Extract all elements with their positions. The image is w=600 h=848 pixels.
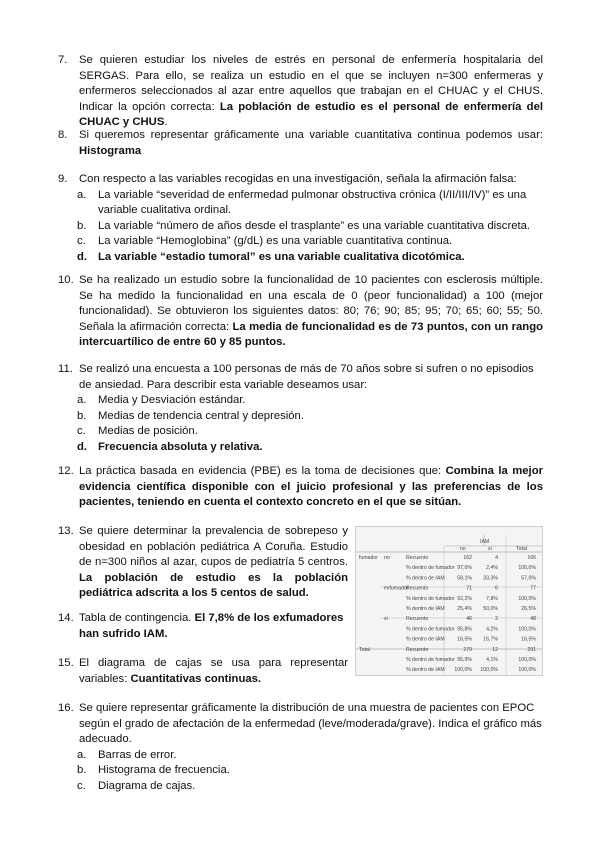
option-text: La variable “estadio tumoral” es una variable cualitativa dicotómica.	[98, 250, 465, 263]
question-number: 15.	[58, 657, 74, 669]
question-15	[58, 656, 348, 687]
option-a	[58, 393, 543, 409]
question-number: 11.	[58, 363, 73, 375]
answer-tail: .	[164, 116, 168, 129]
question-text: La práctica basada en evidencia (PBE) es la toma de decisiones que:	[79, 465, 442, 477]
answer-text: La población de estudio es la población pediátrica adscrita a los 5 centos de salud.	[79, 571, 348, 600]
contingency-table	[355, 526, 543, 676]
table-cell: 279	[463, 646, 472, 653]
table-stat-label: % dentro de fumador	[406, 626, 455, 633]
question-number: 16.	[58, 702, 74, 714]
option-b	[58, 763, 543, 779]
option-a	[58, 188, 543, 219]
table-cell: 162	[463, 555, 472, 561]
option-text: Diagrama de cajas.	[98, 779, 196, 792]
question-12	[58, 464, 543, 511]
option-d	[58, 440, 543, 456]
question-body	[79, 362, 543, 393]
table-cell: 16,7%	[483, 636, 498, 643]
table-cell: 33,3%	[483, 575, 498, 582]
table-col-header: Total	[516, 546, 527, 552]
question-number: 8.	[58, 129, 68, 141]
table-col-header: no	[460, 546, 466, 552]
table-cell: 291	[527, 646, 536, 653]
option-a	[58, 748, 543, 764]
table-stat-label: % dentro de fumador	[406, 657, 455, 663]
option-text: La variable “número de años desde el trasplante” es una variable cuantitativa discreta.	[98, 219, 531, 232]
table-cell: 100,0%	[518, 595, 536, 602]
table-cell: 12	[492, 646, 498, 653]
question-9	[58, 172, 543, 266]
table-cell: 50,0%	[483, 606, 498, 612]
table-cell: 77	[530, 585, 536, 592]
question-7	[58, 53, 543, 131]
answer-text: Histograma	[79, 144, 142, 157]
question-text: Si queremos representar gráficamente una variable cuantitativa continua podemos usar:	[79, 129, 543, 141]
table-cell: 100,0%	[454, 667, 472, 674]
question-body	[79, 172, 543, 188]
table-cell: 166	[527, 555, 536, 561]
question-number: 7.	[58, 54, 68, 66]
table-cell: 100,0%	[518, 565, 536, 572]
table-cell: 2	[495, 616, 498, 623]
option-c	[58, 424, 543, 440]
option-text: La variable “severidad de enfermedad pulmonar obstructiva crónica (I/II/III/IV)” es una variable cualitativa ordinal.	[98, 188, 527, 217]
question-11	[58, 362, 543, 456]
question-number: 9.	[58, 173, 68, 185]
table-stat-label: % dentro de IAM	[406, 575, 445, 582]
option-text: Medias de posición.	[98, 425, 198, 438]
question-16	[58, 701, 543, 795]
question-text: Se quiere determinar la prevalencia de sobrepeso y obesidad en población pediátrica A Coruña. Estudio de n=300 niños al azar, cupos de pediatría 5 centros.	[79, 525, 348, 569]
table-cell: 16,5%	[521, 636, 536, 643]
option-b	[58, 409, 543, 425]
table-stat-label: % dentro de fumador	[406, 565, 455, 572]
question-body	[79, 701, 543, 748]
answer-text: Combina la mejor evidencia científica disponible con el juicio profesional y las preferencias de los pacientes, teniendo en cuenta el contexto concreto en el que se sitúan.	[79, 465, 543, 509]
option-text: Medias de tendencia central y depresión.	[98, 409, 304, 422]
question-body	[79, 524, 348, 602]
question-text: Se ha realizado un estudio sobre la funcionalidad de 10 pacientes con esclerosis múltiple. Se ha medido la funcionalidad en una escala de 0 (peor funcionalidad) a 100 (mejor funcionalidad). Se obtuvieron los siguientes datos: 80; 76; 90; 85; 95; 70; 65; 60; 55; 50. Señala la afirmación correcta:	[79, 274, 543, 333]
table-cell: 100,0%	[518, 657, 536, 663]
table-cell: 4,1%	[486, 657, 498, 663]
table-group-label: fumador	[359, 555, 379, 561]
option-b	[58, 219, 543, 235]
option-c	[58, 234, 543, 250]
option-letter: b.	[77, 764, 87, 777]
option-text: Media y Desviación estándar.	[98, 394, 246, 407]
table-cell: 46	[466, 616, 472, 623]
option-text: La variable “Hemoglobina” (g/dL) es una variable cuantitativa continua.	[98, 235, 453, 248]
table-col-header: si	[488, 546, 492, 552]
table-cell: 26,5%	[521, 606, 536, 612]
table-cell: 6	[495, 585, 498, 592]
question-body	[79, 656, 348, 687]
table-stat-label: Recuento	[406, 646, 429, 653]
question-body	[79, 53, 543, 131]
table-cell: 71	[466, 585, 472, 592]
option-letter: d.	[77, 250, 88, 263]
option-letter: c.	[77, 235, 86, 248]
table-subgroup-label: si	[384, 616, 388, 623]
table-stat-label: % dentro de fumador	[406, 595, 455, 602]
question-body	[79, 611, 348, 642]
question-text: Se realizó una encuesta a 100 personas de más de 70 años sobre si sufren o no episodios de ansiedad. Para describir esta variable deseamos usar:	[79, 363, 534, 391]
answer-text: Cuantitativas continuas.	[130, 672, 262, 685]
table-cell: 4	[495, 555, 498, 561]
contingency-table-svg	[356, 527, 542, 675]
table-group-label: Total	[359, 646, 370, 653]
option-c	[58, 779, 543, 795]
table-cell: 92,2%	[457, 595, 472, 602]
option-text: Barras de error.	[98, 748, 177, 761]
answer-text: La media de funcionalidad es de 73 puntos, con un rango intercuartílico de entre 60 y 85 puntos.	[79, 320, 544, 349]
table-cell: 100,0%	[518, 626, 536, 633]
table-stat-label: Recuento	[406, 585, 429, 592]
question-body	[79, 273, 543, 351]
option-d	[58, 250, 543, 266]
table-cell: 7,8%	[486, 595, 498, 602]
table-group-header: IAM	[480, 539, 490, 545]
question-number: 13.	[58, 525, 74, 537]
option-letter: a.	[77, 748, 87, 761]
option-letter: d.	[77, 440, 88, 453]
table-cell: 57,0%	[521, 575, 536, 582]
option-letter: c.	[77, 779, 86, 792]
answer-text: El 7,8% de los exfumadores han sufrido IAM.	[79, 612, 344, 640]
table-stat-label: % dentro de IAM	[406, 636, 445, 643]
question-body	[79, 128, 543, 159]
question-13	[58, 524, 348, 602]
question-8	[58, 128, 543, 159]
table-stat-label: Recuento	[406, 555, 429, 561]
option-letter: c.	[77, 425, 86, 438]
table-cell: 48	[530, 616, 536, 623]
table-cell: 4,2%	[486, 626, 498, 633]
table-cell: 100,0%	[518, 667, 536, 674]
option-letter: b.	[77, 219, 87, 232]
table-cell: 2,4%	[486, 565, 498, 572]
question-number: 12.	[58, 465, 74, 477]
answer-text: La población de estudio es el personal de enfermería del CHUAC y CHUS	[79, 100, 543, 129]
table-stat-label: Recuento	[406, 616, 429, 623]
question-10	[58, 273, 543, 351]
option-letter: a.	[77, 188, 87, 201]
table-cell: 16,5%	[457, 636, 472, 643]
option-text: Histograma de frecuencia.	[98, 764, 230, 777]
question-text: El diagrama de cajas se usa para representar variables:	[79, 657, 348, 685]
question-text: Se quiere representar gráficamente la distribución de una muestra de pacientes con EPOC según el grado de afectación de la enfermedad (leve/moderada/grave). Indica el gráfico más adecuado.	[79, 702, 542, 746]
table-cell: 25,4%	[457, 606, 472, 612]
table-stat-label: % dentro de IAM	[406, 667, 445, 674]
table-cell: 97,6%	[457, 565, 472, 572]
option-text: Frecuencia absoluta y relativa.	[98, 440, 263, 453]
question-text: Con respecto a las variables recogidas en una investigación, señala la afirmación falsa:	[79, 173, 517, 185]
question-14	[58, 611, 348, 642]
table-subgroup-label: no	[384, 555, 390, 561]
question-text: Tabla de contingencia.	[79, 612, 192, 624]
option-letter: a.	[77, 394, 87, 407]
question-body	[79, 464, 543, 511]
table-subgroup-label: exfumador	[384, 585, 409, 592]
table-cell: 95,9%	[457, 657, 472, 663]
question-text: Se quieren estudiar los niveles de estrés en personal de enfermería hospitalaria del SERGAS. Para ello, se realiza un estudio en el que se incluyen n=300 enfermeras y enfermeros seleccionados al azar entre aquellos que trabajan en el CHUAC y el CHUS. Indicar la opción correcta:	[79, 54, 543, 113]
question-number: 14.	[58, 612, 74, 624]
table-cell: 100,0%	[480, 667, 498, 674]
table-stat-label: % dentro de IAM	[406, 606, 445, 612]
option-letter: b.	[77, 409, 87, 422]
question-number: 10.	[58, 274, 74, 286]
table-cell: 95,8%	[457, 626, 472, 633]
table-cell: 58,1%	[457, 575, 472, 582]
